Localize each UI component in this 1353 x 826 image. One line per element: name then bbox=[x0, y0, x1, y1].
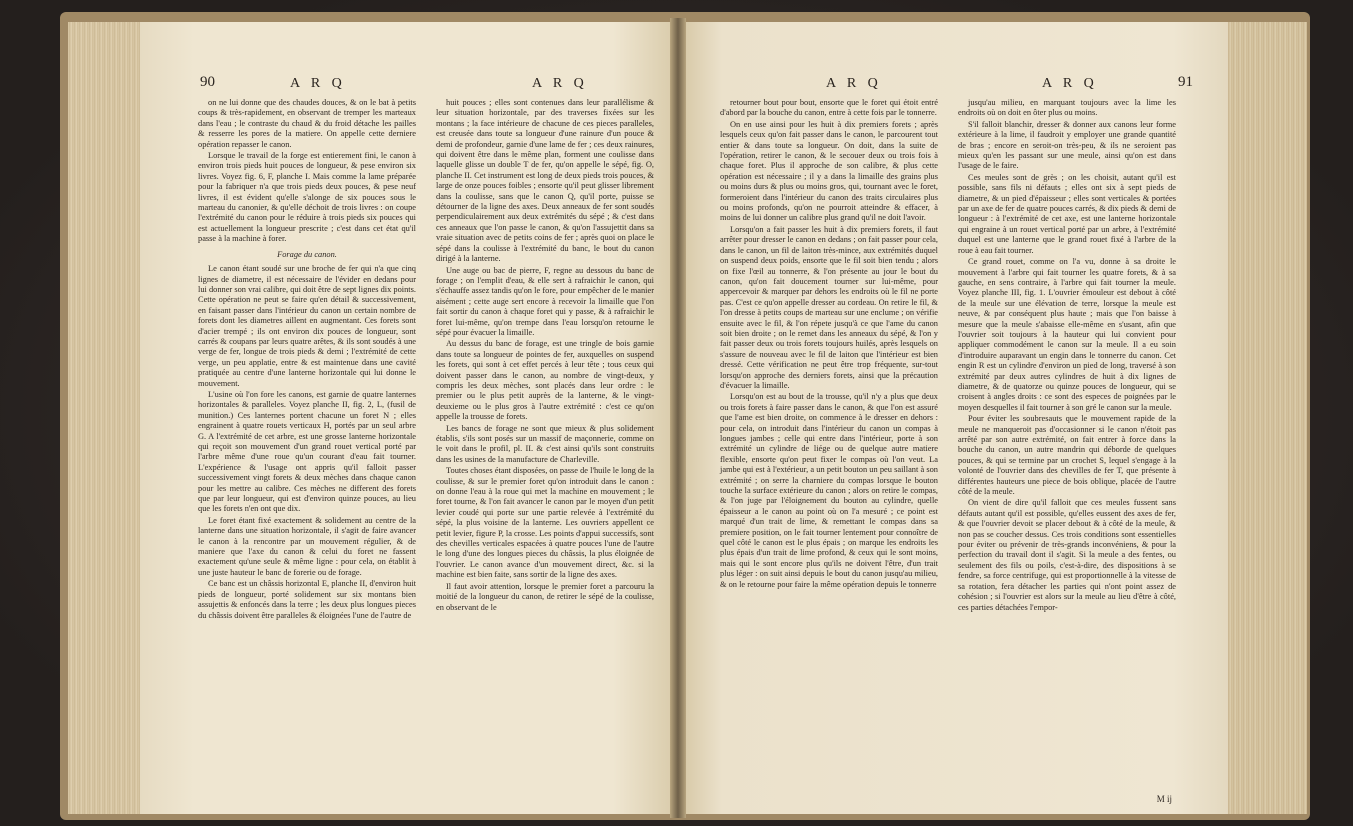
section-heading: Forage du canon. bbox=[277, 249, 337, 259]
running-head: A R Q bbox=[290, 76, 346, 91]
paragraph: Ce grand rouet, comme on l'a vu, donne à sa droite le mouvement à l'arbre qui fait tourner les quatre forets, & à sa gauche, en sens contraire, à l'arbre qui fait tourner la meule. Voyez planche III, fig. 1. L'ouvrier émouleur est debout à côté de la meule sur une élévation de terre, lorsque la meule est neuve, & par conséquent plus haute ; mais que l'on baisse à mesure que la meule s'abaisse elle-même en s'usant, afin que l'ouvrier soit toujours à la hauteur qui lui convient pour appliquer commodément le canon sur la meule. Il a eu soin d'introduire auparavant un engin dans le tonnerre du canon. Cet engin R est un cylindre d'environ un pied de long, traversé à son extrémité par deux autres cylindres de huit à dix lignes de diametre, & de quatorze ou quinze pouces de longueur, qui se croisent à angles droits : ce sont des especes de poignées par le moyen desquelles il fait tourner à son gré le canon sur la meule. bbox=[958, 257, 1176, 412]
paragraph: huit pouces ; elles sont contenues dans leur parallélisme & leur situation horizontale, par des traverses fixées sur les montans ; la face intérieure de chacune de ces pieces paralleles, est creusée dans toute sa longueur d'une rainure d'un pouce & demi de profondeur, garnie d'une lame de fer ; ces deux rainures, qui doivent être dans le même plan, forment une coulisse dans laquelle glisse un double T de fer, qu'on appelle le sépé, fig. O, planche II. Cet instrument est long de deux pieds trois pouces, & large de onze pouces foibles ; ensorte qu'il peut glisser librement dans la coulisse, sans que le canon Q, qu'il porte, puisse se détourner de la ligne des axes. Deux anneaux de fer sont soudés perpendiculairement aux deux extrémités du sépé ; & c'est dans ces anneaux que l'on passe le canon, & qu'on l'assujettit dans sa vraie situation avec de petits coins de fer ; après quoi on place le sépé dans la coulisse à l'extrémité du banc, le bout du canon dirigé à la lanterne. bbox=[436, 98, 654, 264]
paragraph: Ce banc est un châssis horizontal E, planche II, d'environ huit pieds de longueur, porté solidement sur six montans bien assujettis & enfoncés dans la terre ; les deux plus longues pieces du châssis doivent être paralleles & éloignées l'une de l'autre de bbox=[198, 579, 416, 620]
text-column-2 bbox=[958, 98, 1176, 614]
paragraph: on ne lui donne que des chaudes douces, & on le bat à petits coups & très-rapidement, en observant de tremper les marteaux dans l'eau ; le contraste du chaud & du froid détache les pailles & resserre les pores de la matiere. On appelle cette derniere opération repasser le canon. bbox=[198, 98, 416, 149]
paragraph: jusqu'au milieu, en marquant toujours avec la lime les endroits où on doit en ôter plus ou moins. bbox=[958, 98, 1176, 118]
running-head: A R Q bbox=[826, 76, 882, 91]
paragraph: On vient de dire qu'il falloit que ces meules fussent sans défauts autant qu'il est possible, qu'elles eussent des axes de fer, & que l'ouvrier devoit se placer debout & à côté de la meule, & non pas se coucher dessus. Ces trois conditions sont essentielles pour éviter ou prévenir de très-grands inconvéniens, & pour la perfection du travail dont il s'agit. Si la meule a des fentes, ou seulement des fils ou poils, c'est-à-dire, des dispositions à se fendre, sa force centrifuge, qui est proportionnelle à la vitesse de sa rotation, fera détacher les parties qui n'ont point assez de cohésion ; si l'ouvrier est alors sur la meule au lieu d'être à côté, ces parties détachées l'empor- bbox=[958, 498, 1176, 612]
running-head: A R Q bbox=[532, 76, 588, 91]
book-gutter bbox=[670, 18, 686, 818]
paragraph: Lorsque le travail de la forge est entierement fini, le canon à environ trois pieds huit pouces de longueur, & pese environ six livres. Voyez fig. 6, F, planche I. Mais comme la lame préparée pour la fabriquer n'a que trois pieds deux pouces, & pese neuf livres, il est évident qu'elle s'alonge de six pouces sous le marteau du canonier, & qu'elle déchoit de trois livres : on coupe l'extrémité du canon pour le réduire à trois pieds six pouces qui est actuellement la longueur prescrite ; c'est dans cet état qu'il passe à la machine à forer. bbox=[198, 151, 416, 244]
paragraph: Au dessus du banc de forage, est une tringle de bois garnie dans toute sa longueur de pointes de fer, auxquelles on suspend les forets, qui sont à cet effet percés à leur tête ; tous ceux qui doivent passer dans le canon, au nombre de vingt-deux, y compris les deux mèches, sont placés dans leur ordre : le premier ou le plus petit auprès de la lanterne, & le vingt-deuxieme ou le plus gros à l'autre extrémité : c'est ce qu'on appelle la trousse de forets. bbox=[436, 339, 654, 422]
paragraph: retourner bout pour bout, ensorte que le foret qui étoit entré d'abord par la bouche du canon, entre à cette fois par le tonnerre. bbox=[720, 98, 938, 118]
paragraph: Le canon étant soudé sur une broche de fer qui n'a que cinq lignes de diametre, il est nécessaire de l'évider en dedans pour lui donner son vrai calibre, qui doit être de sept lignes dix points. Cette opération ne peut se faire qu'en détail & successivement, en faisant passer dans l'intérieur du canon un certain nombre de forets dont les diametres aillent en augmentant. Ces forets sont d'acier trempé ; ils ont environ dix pouces de longueur, sont carrés & coupans par leurs quatre arêtes, & ils sont soudés à une verge de fer, longue de trois pieds & demi ; l'extrémité de cette verge, un peu applatie, entre & est maintenue dans une cavité pratiquée au centre d'une lanterne horizontale qui lui donne le mouvement. bbox=[198, 264, 416, 388]
left-page bbox=[140, 22, 678, 814]
text-column-1 bbox=[198, 98, 416, 622]
paragraph: L'usine où l'on fore les canons, est garnie de quatre lanternes horizontales & paralleles. Voyez planche II, fig. 2, L, (fusil de munition.) Ces lanternes portent chacune un foret N ; elles engrainent à quatre rouets verticaux H, portés par un seul arbre G. A l'extrémité de cet arbre, est une grosse lanterne horizontale qui reçoit son mouvement d'un grand rouet vertical porté par l'arbre même d'une roue qu'un courant d'eau fait tourner. L'expérience & l'usage ont appris qu'il falloit passer successivement vingt forets & deux mèches dans chaque canon pour les mettre au calibre. Ces mèches ne different des forets que par leur longueur, qui est d'environ quinze pouces, au lieu que les forets n'en ont que dix. bbox=[198, 389, 416, 514]
paragraph: Ces meules sont de grès ; on les choisit, autant qu'il est possible, sans fils ni défauts ; elles ont six à sept pieds de diametre, & un pied d'épaisseur ; elles sont verticales & portées par un axe de fer de quatre pouces carrés, & dix pieds & demi de longueur : à l'extrémité de cet axe, est une lanterne horizontale qui engraine à un rouet vertical porté par un arbre, à l'extrémité duquel est une lanterne que le grand rouet fixé à l'arbre de la roue à eau fait tourner. bbox=[958, 172, 1176, 255]
running-head: A R Q bbox=[1042, 76, 1098, 91]
signature-mark: M ij bbox=[1156, 794, 1172, 804]
page-number: 90 bbox=[200, 74, 215, 90]
paragraph: Lorsqu'on est au bout de la trousse, qu'il n'y a plus que deux ou trois forets à faire passer dans le canon, & que l'on est assuré que l'ame est bien droite, on commence à le dresser en dehors : pour cela, on introduit dans l'intérieur du canon un compas à longues jambes ; celle qui entre dans l'intérieur, porte à son extrémité un cylindre de liége ou de quelque autre matiere flexible, ensorte qu'on peut fixer le compas où l'on veut. La jambe qui est à l'extérieur, a un petit bouton un peu saillant à son extrémité ; on serre la charniere du compas lorsque le bouton touche la surface extérieure du canon ; alors on retire le compas, & l'on juge par l'éloignement du bouton au cylindre, quelle épaisseur a le canon au point où on l'a mesuré ; ce point est marqué d'un trait de lime, & remettant le compas dans sa premiere position, on le fait tourner lentement pour connoître de quel côté le canon est le plus épais ; on marque les endroits les plus épais d'un trait de lime profond, & ceux qui le sont moins, mais qui le sont encore plus qu'ils ne doivent l'être, d'un trait plus léger : on suit ainsi depuis le bout du canon jusqu'au milieu, & on le retourne pour faire la même opération depuis le tonnerre bbox=[720, 392, 938, 589]
right-page bbox=[678, 22, 1228, 814]
paragraph: On en use ainsi pour les huit à dix premiers forets ; après lesquels ceux qu'on fait passer dans le canon, le parcourent tout entier & dans toute sa longueur. On doit, dans la suite de l'opération, retirer le canon, & le secouer deux ou trois fois à chaque foret. Plus il approche de son calibre, & plus cette opération est nécessaire ; il y a dans la limaille des grains plus ou moins durs & plus ou moins gros, qui, tournant avec le foret, formeroient dans l'intérieur du canon des traits circulaires plus ou moins profonds, qu'on ne pourroit atteindre & effacer, à moins de lui donner un calibre plus grand qu'il ne doit l'avoir. bbox=[720, 119, 938, 223]
paragraph: S'il falloit blanchir, dresser & donner aux canons leur forme extérieure à la lime, il faudroit y employer une grande quantité de bras ; encore en seroit-on très-peu, & ils ne seroient pas mieux qu'en les passant sur une meule, ainsi qu'on est dans l'usage de le faire. bbox=[958, 119, 1176, 171]
text-column-1 bbox=[720, 98, 938, 591]
page-edges-right bbox=[1227, 22, 1307, 814]
page-number: 91 bbox=[1178, 74, 1193, 90]
paragraph: Toutes choses étant disposées, on passe de l'huile le long de la coulisse, & sur le premier foret qu'on introduit dans le canon : on donne l'eau à la roue qui met la machine en mouvement ; le foret tourne, & l'on fait avancer le canon par le moyen d'un petit levier coudé qui porte sur une partie relevée à l'extrémité du sépé, la plus voisine de la lanterne. Les ouvriers appellent ce petit levier, figure P, la crosse. Les points d'appui successifs, sont des chevilles verticales espacées à quatre pouces l'une de l'autre le long d'une des longues pieces du châssis, la plus éloignée de l'ouvrier. Le canon avance d'un mouvement direct, &c. si la machine est bien faite, sans sortir de la ligne des axes. bbox=[436, 466, 654, 580]
paragraph: Lorsqu'on a fait passer les huit à dix premiers forets, il faut arrêter pour dresser le canon en dedans ; on fait passer pour cela, dans le canon, un fil de laiton très-mince, aux extrémités duquel on suspend deux poids, ensorte que le fil soit bien tendu ; alors on fixe l'œil au tonnerre, & l'on présente au jour le bout du canon, qu'on fait doucement tourner sur lui-même, pour appercevoir & marquer par dehors les endroits où le fil ne porte pas. C'est ce qu'on appelle dresser au cordeau. On retire le fil, & l'on dresse à petits coups de marteau sur une enclume ; on vérifie ensuite avec le fil, & l'on répete jusqu'à ce que l'ame du canon soit bien droite ; on le remet dans les anneaux du sépé, & l'on y fait passer deux ou trois forets toujours huilés, après lesquels on s'assure de nouveau avec le fil de laiton que l'intérieur est bien dressé. Cette vérification ne peut être trop fréquente, sur-tout lorsqu'on approche des derniers forets, ainsi que la précaution d'évacuer la limaille. bbox=[720, 224, 938, 390]
paragraph: Le foret étant fixé exactement & solidement au centre de la lanterne dans une situation horizontale, il s'agit de faire avancer le canon à la rencontre par un mouvement régulier, & de maniere que l'axe du canon & celui du foret ne fassent exactement qu'une seule & même ligne : pour cela, on établit à une juste hauteur le banc de forerie ou de forage. bbox=[198, 515, 416, 577]
paragraph: Pour éviter les soubresauts que le mouvement rapide de la meule ne manqueroit pas d'occasionner si le canon n'étoit pas arrêté par son autre extrémité, on fait entrer à force dans la bouche du canon, un autre mandrin qui déborde de quelques pouces, & qui se termine par un crochet S, lequel s'engage à la volonté de l'ouvrier dans des chevilles de fer T, que présente à différentes hauteurs une piece de bois oblique, placée de l'autre côté de la meule. bbox=[958, 414, 1176, 497]
page-edges-left bbox=[68, 22, 148, 814]
paragraph: Les bancs de forage ne sont que mieux & plus solidement établis, s'ils sont posés sur un massif de maçonnerie, comme on le voit dans le profil, pl. II. & c'est ainsi qu'ils sont construits dans les usines de la manufacture de Charleville. bbox=[436, 423, 654, 464]
paragraph: Une auge ou bac de pierre, F, regne au dessous du banc de forage ; on l'emplit d'eau, & elle sert à rafraichir le canon, qui s'échauffe assez tandis qu'on le fore, pour empêcher de le manier aisément ; cette auge sert encore à recevoir la limaille que l'on fait sortir du canon à chaque foret qui y passe, & à rafraichir le foret lui-même, qu'on trempe dans l'eau lorsqu'on retourne le sépé pour évacuer la limaille. bbox=[436, 265, 654, 337]
paragraph: Il faut avoir attention, lorsque le premier foret a parcouru la moitié de la longueur du canon, de retirer le sépé de la coulisse, en observant de le bbox=[436, 581, 654, 612]
text-column-2 bbox=[436, 98, 654, 614]
